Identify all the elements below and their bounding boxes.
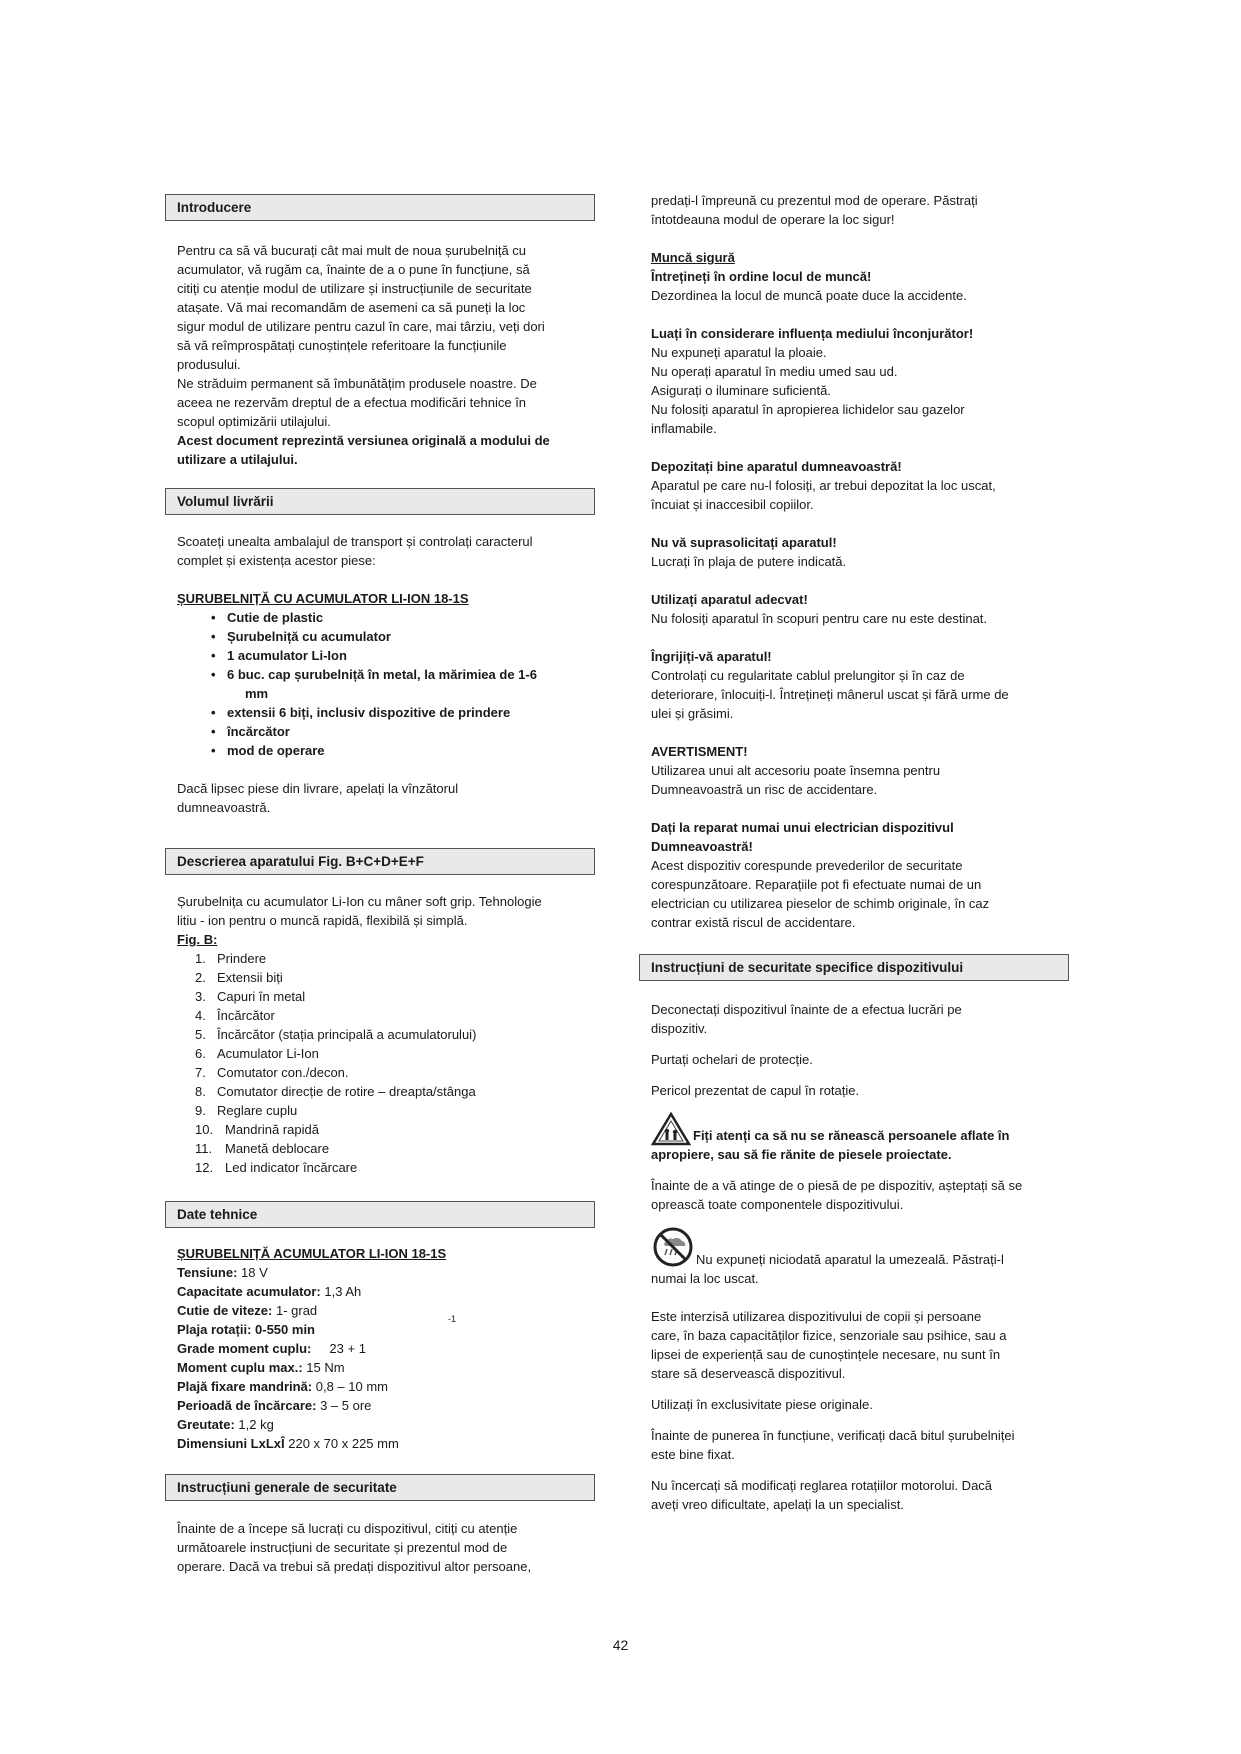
text-line: Înainte de a începe să lucrați cu dispozitivul, citiți cu atenție xyxy=(177,1521,518,1536)
specific-text xyxy=(651,1000,1096,1514)
text-line: Înainte de punerea în funcțiune, verificați dacă bitul șurubelniței xyxy=(651,1428,1015,1443)
text-line: sigur modul de utilizare pentru cazul în care, mai târziu, veți dori xyxy=(177,319,545,334)
text-line: aveți vreo dificultate, apelați la un specialist. xyxy=(651,1497,904,1512)
text-line: Utilizați în exclusivitate piese originale. xyxy=(651,1397,873,1412)
spec-row: Cutie de viteze: 1- grad xyxy=(177,1303,318,1318)
text-line: scopul optimizării utilajului. xyxy=(177,414,331,429)
list-item: 7. Comutator con./decon. xyxy=(195,1065,349,1080)
text-line: următoarele instrucțiuni de securitate și prezentul mod de xyxy=(177,1540,508,1555)
text-line: Înainte de a vă atinge de o piesă de pe dispozitiv, așteptați să se xyxy=(651,1178,1023,1193)
product-title: ȘURUBELNIȚĂ CU ACUMULATOR LI-ION 18-1S xyxy=(177,591,469,606)
rule-title: Întrețineți în ordine locul de muncă! xyxy=(651,269,872,284)
list-item xyxy=(227,665,602,703)
text-line: Nu încercați să modificați reglarea rotațiilor motorolui. Dacă xyxy=(651,1478,993,1493)
text-line: Utilizarea unui alt accesoriu poate însemna pentru xyxy=(651,763,941,778)
text-line: Pericol prezentat de capul în rotație. xyxy=(651,1083,860,1098)
spec-row: Moment cuplu max.: 15 Nm xyxy=(177,1360,345,1375)
intro-text xyxy=(177,241,602,469)
list-item: 10. Mandrină rapidă xyxy=(195,1122,319,1137)
warning-text: Fiți atenți ca să nu se rănească persoanele aflate în xyxy=(693,1128,1010,1143)
text-line: să vă reîmprospătați cunoștințele referitoare la funcțiunile xyxy=(177,338,507,353)
continuation-text xyxy=(651,191,1096,229)
text-line: numai la loc uscat. xyxy=(651,1271,759,1286)
text-line: lipsei de experiență sau de cunoștințele necesare, nu sunt în xyxy=(651,1347,1001,1362)
text-line: corespunzătoare. Reparațiile pot fi efectuate numai de un xyxy=(651,877,982,892)
moisture-block xyxy=(651,1226,1096,1288)
text-line: este bine fixat. xyxy=(651,1447,735,1462)
text-line: întotdeauna modul de operare la loc sigur! xyxy=(651,212,895,227)
text-line: Scoateți unealta ambalajul de transport și controlați caracterul xyxy=(177,534,533,549)
spec-row: Grade moment cuplu: 23 + 1 xyxy=(177,1341,366,1356)
description-text xyxy=(177,892,602,1177)
delivery-text xyxy=(177,532,602,817)
product-title: ȘURUBELNIȚĂ ACUMULATOR LI-ION 18-1S xyxy=(177,1246,447,1261)
rule-title: AVERTISMENT! xyxy=(651,744,748,759)
text-line: atașate. Vă mai recomandăm de asemeni ca să puneți la loc xyxy=(177,300,526,315)
list-item: • 1 acumulator Li-Ion xyxy=(227,646,602,665)
delivery-list xyxy=(177,608,602,760)
text-line: Purtați ochelari de protecție. xyxy=(651,1052,813,1067)
text-line: Asigurați o iluminare suficientă. xyxy=(651,383,831,398)
page-number: 42 xyxy=(612,1637,629,1653)
list-item: • mod de operare xyxy=(227,741,602,760)
list-item: 1. Prindere xyxy=(195,951,267,966)
warning-text: apropiere, sau să fie rănite de piesele proiectate. xyxy=(651,1147,952,1162)
list-item: • încărcător xyxy=(227,722,602,741)
text-line-bold: utilizare a utilajului. xyxy=(177,452,298,467)
text-line: Nu expuneți aparatul la ploaie. xyxy=(651,345,827,360)
rule-title: Dumneavoastră! xyxy=(651,839,753,854)
text-line: stare să deservească dispozitivul. xyxy=(651,1366,846,1381)
text-line: Dacă lipsec piese din livrare, apelați la vînzătorul xyxy=(177,781,459,796)
section-heading-introducere: Introducere xyxy=(165,194,595,221)
rule-title: Utilizați aparatul adecvat! xyxy=(651,592,808,607)
superscript: -1 xyxy=(448,1314,457,1324)
text-line: Pentru ca să vă bucurați cât mai mult de noua șurubelniță cu xyxy=(177,243,527,258)
list-item-text: mm xyxy=(245,686,269,701)
section-heading-volumul-livrarii: Volumul livrării xyxy=(165,488,595,515)
list-item: 9. Reglare cuplu xyxy=(195,1103,298,1118)
section-heading-descrierea-aparatului: Descrierea aparatului Fig. B+C+D+E+F xyxy=(165,848,595,875)
text-line: oprească toate componentele dispozitivului. xyxy=(651,1197,904,1212)
tech-specs xyxy=(177,1244,602,1453)
parts-list xyxy=(177,949,602,1177)
text-line: operare. Dacă va trebui să predați dispozitivul altor persoane, xyxy=(177,1559,532,1574)
list-item: 4. Încărcător xyxy=(195,1008,275,1023)
text-line-bold: Acest document reprezintă versiunea originală a modului de xyxy=(177,433,550,448)
text-line: Dumneavoastră un risc de accidentare. xyxy=(651,782,878,797)
text-line: Nu operați aparatul în mediu umed sau ud. xyxy=(651,364,898,379)
rule-title: Îngrijiți-vă aparatul! xyxy=(651,649,772,664)
text-line: care, în baza capacităților fizice, senzoriale sau psihice, sau a xyxy=(651,1328,1007,1343)
text-line: Șurubelnița cu acumulator Li-Ion cu mâner soft grip. Tehnologie xyxy=(177,894,542,909)
text-line: produsului. xyxy=(177,357,241,372)
figure-label: Fig. B: xyxy=(177,932,218,947)
text-line: Lucrați în plaja de putere indicată. xyxy=(651,554,847,569)
text-line: Dezordinea la locul de muncă poate duce la accidente. xyxy=(651,288,967,303)
text-line: dispozitiv. xyxy=(651,1021,708,1036)
text-line: deteriorare, înlocuiți-l. Întrețineți mânerul uscat și fără urme de xyxy=(651,687,1009,702)
list-item-text: 6 buc. cap șurubelniță în metal, la mărimiea de 1-6 xyxy=(227,667,537,682)
warning-block xyxy=(651,1112,1096,1164)
list-item: 2. Extensii biți xyxy=(195,970,283,985)
no-moisture-icon xyxy=(652,1226,694,1268)
text-line: încuiat și inaccesibil copiilor. xyxy=(651,497,814,512)
spec-row: Plajă fixare mandrină: 0,8 – 10 mm xyxy=(177,1379,388,1394)
text-line: Este interzisă utilizarea dispozitivului de copii și persoane xyxy=(651,1309,982,1324)
text-line: inflamabile. xyxy=(651,421,717,436)
safe-work-section xyxy=(651,248,1096,932)
rule-title: Depozitați bine aparatul dumneavoastră! xyxy=(651,459,902,474)
rule-title: Dați la reparat numai unui electrician dispozitivul xyxy=(651,820,954,835)
rule-title: Luați în considerare influența mediului înconjurător! xyxy=(651,326,974,341)
section-title: Muncă sigură xyxy=(651,250,735,265)
spec-row: Perioadă de încărcare: 3 – 5 ore xyxy=(177,1398,372,1413)
list-item: 11. Manetă deblocare xyxy=(195,1141,330,1156)
warning-triangle-icon xyxy=(651,1112,691,1146)
text-line: Nu folosiți aparatul în apropierea lichidelor sau gazelor xyxy=(651,402,965,417)
text-line: predați-l împreună cu prezentul mod de operare. Păstrați xyxy=(651,193,978,208)
text-line: electrician cu utilizarea pieselor de schimb originale, în caz xyxy=(651,896,990,911)
list-item: 8. Comutator direcție de rotire – dreapta/stânga xyxy=(195,1084,476,1099)
spec-row: Capacitate acumulator: 1,3 Ah xyxy=(177,1284,362,1299)
section-heading-instructiuni-specifice: Instrucțiuni de securitate specifice dispozitivului xyxy=(639,954,1069,981)
section-heading-date-tehnice: Date tehnice xyxy=(165,1201,595,1228)
text-line: Acest dispozitiv corespunde prevederilor de securitate xyxy=(651,858,963,873)
list-item: 6. Acumulator Li-Ion xyxy=(195,1046,319,1061)
text-line: Nu expuneți niciodată aparatul la umezeală. Păstrați-l xyxy=(696,1252,1004,1267)
section-heading-instructiuni-generale: Instrucțiuni generale de securitate xyxy=(165,1474,595,1501)
text-line: Nu folosiți aparatul în scopuri pentru care nu este destinat. xyxy=(651,611,988,626)
list-item: • extensii 6 biți, inclusiv dispozitive de prindere xyxy=(227,703,602,722)
spec-row: Greutate: 1,2 kg xyxy=(177,1417,274,1432)
general-text xyxy=(177,1519,602,1576)
spec-row: Plaja rotații: 0-550 min -1 xyxy=(177,1320,602,1339)
text-line: Ne străduim permanent să îmbunătățim produsele noastre. De xyxy=(177,376,537,391)
text-line: aceea ne rezervăm dreptul de a efectua modificări tehnice în xyxy=(177,395,527,410)
rule-title: Nu vă suprasolicitați aparatul! xyxy=(651,535,837,550)
text-line: ulei și grăsimi. xyxy=(651,706,734,721)
text-line: Deconectați dispozitivul înainte de a efectua lucrări pe xyxy=(651,1002,962,1017)
text-line: Aparatul pe care nu-l folosiți, ar trebui depozitat la loc uscat, xyxy=(651,478,996,493)
list-item: • Cutie de plastic xyxy=(227,608,602,627)
text-line: dumneavoastră. xyxy=(177,800,271,815)
spec-row: Tensiune: 18 V xyxy=(177,1265,268,1280)
text-line: complet și existența acestor piese: xyxy=(177,553,376,568)
list-item: 5. Încărcător (stația principală a acumulatorului) xyxy=(195,1027,477,1042)
list-item: • Șurubelniță cu acumulator xyxy=(227,627,602,646)
text-line: citiți cu atenție modul de utilizare și instrucțiunile de securitate xyxy=(177,281,532,296)
text-line: litiu - ion pentru o muncă rapidă, flexibilă și simplă. xyxy=(177,913,468,928)
text-line: acumulator, vă rugăm ca, înainte de a o pune în funcțiune, să xyxy=(177,262,530,277)
text-line: Controlați cu regularitate cablul prelungitor și în caz de xyxy=(651,668,965,683)
text-line: contrar există riscul de accidentare. xyxy=(651,915,856,930)
list-item: 3. Capuri în metal xyxy=(195,989,306,1004)
list-item: 12. Led indicator încărcare xyxy=(195,1160,358,1175)
spec-row: Dimensiuni LxLxÎ 220 x 70 x 225 mm xyxy=(177,1436,399,1451)
